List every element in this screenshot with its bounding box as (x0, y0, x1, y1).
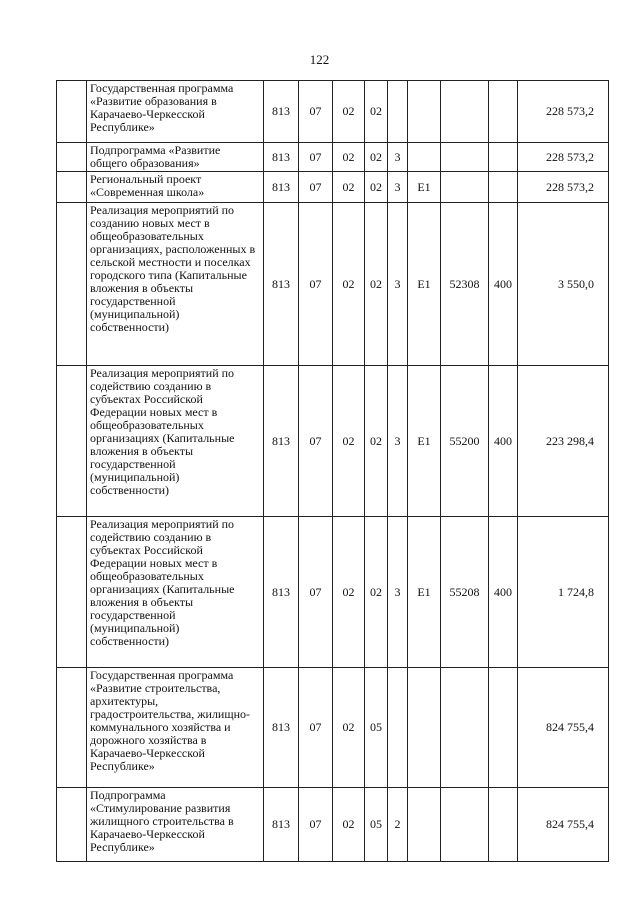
subsection-code-cell: 02 (333, 143, 365, 172)
subsection-code-cell: 02 (333, 668, 365, 788)
subprogram-code-cell: 3 (388, 203, 408, 366)
budget-table (56, 80, 609, 862)
amount-cell: 3 550,0 (518, 203, 609, 366)
expense-type-cell: 400 (489, 366, 518, 517)
row-index-cell (57, 172, 87, 203)
expense-type-cell: 400 (489, 517, 518, 668)
table-row (57, 143, 609, 172)
row-index-cell (57, 366, 87, 517)
direction-code-cell (441, 788, 489, 862)
direction-code-cell (441, 143, 489, 172)
ministry-code-cell: 813 (264, 788, 299, 862)
subprogram-code-cell: 2 (388, 788, 408, 862)
row-index-cell (57, 143, 87, 172)
ministry-code-cell: 813 (264, 172, 299, 203)
subsection-code-cell: 02 (333, 172, 365, 203)
section-code-cell: 07 (299, 203, 333, 366)
item-name-cell: Реализация мероприятий по содействию созданию в субъектах Российской Федерации новых мест в общеобразовательных организациях (Капитальные вложения в объекты государственной (муниципальной) собственности) (87, 517, 264, 668)
table-row (57, 517, 609, 668)
program-code-cell: 02 (365, 81, 388, 143)
ministry-code-cell: 813 (264, 81, 299, 143)
table-row (57, 366, 609, 517)
item-name-cell: Реализация мероприятий по содействию созданию в субъектах Российской Федерации новых мест в общеобразовательных организациях (Капитальные вложения в объекты государственной (муниципальной) собственности) (87, 366, 264, 517)
row-index-cell (57, 788, 87, 862)
section-code-cell: 07 (299, 366, 333, 517)
table-row (57, 788, 609, 862)
table-row (57, 203, 609, 366)
item-name-cell: Государственная программа «Развитие образования в Карачаево-Черкесской Республике» (87, 81, 264, 143)
program-code-cell: 05 (365, 788, 388, 862)
program-code-cell: 05 (365, 668, 388, 788)
section-code-cell: 07 (299, 172, 333, 203)
direction-code-cell (441, 172, 489, 203)
direction-code-cell (441, 668, 489, 788)
page-number: 122 (309, 52, 330, 67)
direction-code-cell (441, 81, 489, 143)
table-body (57, 81, 609, 862)
amount-cell: 228 573,2 (518, 143, 609, 172)
expense-type-cell (489, 788, 518, 862)
subsection-code-cell: 02 (333, 788, 365, 862)
section-code-cell: 07 (299, 517, 333, 668)
amount-cell: 223 298,4 (518, 366, 609, 517)
amount-cell: 228 573,2 (518, 172, 609, 203)
subprogram-code-cell: 3 (388, 143, 408, 172)
project-code-cell: E1 (408, 517, 441, 668)
subsection-code-cell: 02 (333, 81, 365, 143)
ministry-code-cell: 813 (264, 668, 299, 788)
subprogram-code-cell: 3 (388, 366, 408, 517)
row-index-cell (57, 517, 87, 668)
item-name-cell: Государственная программа «Развитие строительства, архитектуры, градостроительства, жилищно-коммунального хозяйства и дорожного хозяйства в Карачаево-Черкесской Республике» (87, 668, 264, 788)
expense-type-cell (489, 668, 518, 788)
amount-cell: 824 755,4 (518, 668, 609, 788)
program-code-cell: 02 (365, 143, 388, 172)
project-code-cell (408, 788, 441, 862)
amount-cell: 1 724,8 (518, 517, 609, 668)
section-code-cell: 07 (299, 788, 333, 862)
table-row (57, 81, 609, 143)
direction-code-cell: 52308 (441, 203, 489, 366)
row-index-cell (57, 203, 87, 366)
project-code-cell: E1 (408, 203, 441, 366)
subsection-code-cell: 02 (333, 366, 365, 517)
project-code-cell: E1 (408, 366, 441, 517)
direction-code-cell: 55208 (441, 517, 489, 668)
direction-code-cell: 55200 (441, 366, 489, 517)
section-code-cell: 07 (299, 668, 333, 788)
item-name-cell: Реализация мероприятий по созданию новых мест в общеобразовательных организациях, расположенных в сельской местности и поселках городского типа (Капитальные вложения в объекты государственной (муниципальной) собственности) (87, 203, 264, 366)
expense-type-cell (489, 81, 518, 143)
item-name-cell: Региональный проект «Современная школа» (87, 172, 264, 203)
subprogram-code-cell: 3 (388, 172, 408, 203)
program-code-cell: 02 (365, 203, 388, 366)
item-name-cell: Подпрограмма «Стимулирование развития жилищного строительства в Карачаево-Черкесской Республике» (87, 788, 264, 862)
item-name-cell: Подпрограмма «Развитие общего образования» (87, 143, 264, 172)
subprogram-code-cell (388, 81, 408, 143)
amount-cell: 228 573,2 (518, 81, 609, 143)
amount-cell: 824 755,4 (518, 788, 609, 862)
ministry-code-cell: 813 (264, 203, 299, 366)
program-code-cell: 02 (365, 366, 388, 517)
expense-type-cell (489, 143, 518, 172)
subsection-code-cell: 02 (333, 203, 365, 366)
project-code-cell (408, 81, 441, 143)
ministry-code-cell: 813 (264, 517, 299, 668)
project-code-cell (408, 668, 441, 788)
subprogram-code-cell (388, 668, 408, 788)
expense-type-cell (489, 172, 518, 203)
subsection-code-cell: 02 (333, 517, 365, 668)
ministry-code-cell: 813 (264, 143, 299, 172)
project-code-cell: E1 (408, 172, 441, 203)
table-row (57, 172, 609, 203)
section-code-cell: 07 (299, 143, 333, 172)
expense-type-cell: 400 (489, 203, 518, 366)
row-index-cell (57, 668, 87, 788)
section-code-cell: 07 (299, 81, 333, 143)
row-index-cell (57, 81, 87, 143)
ministry-code-cell: 813 (264, 366, 299, 517)
program-code-cell: 02 (365, 172, 388, 203)
table-row (57, 668, 609, 788)
subprogram-code-cell: 3 (388, 517, 408, 668)
project-code-cell (408, 143, 441, 172)
program-code-cell: 02 (365, 517, 388, 668)
